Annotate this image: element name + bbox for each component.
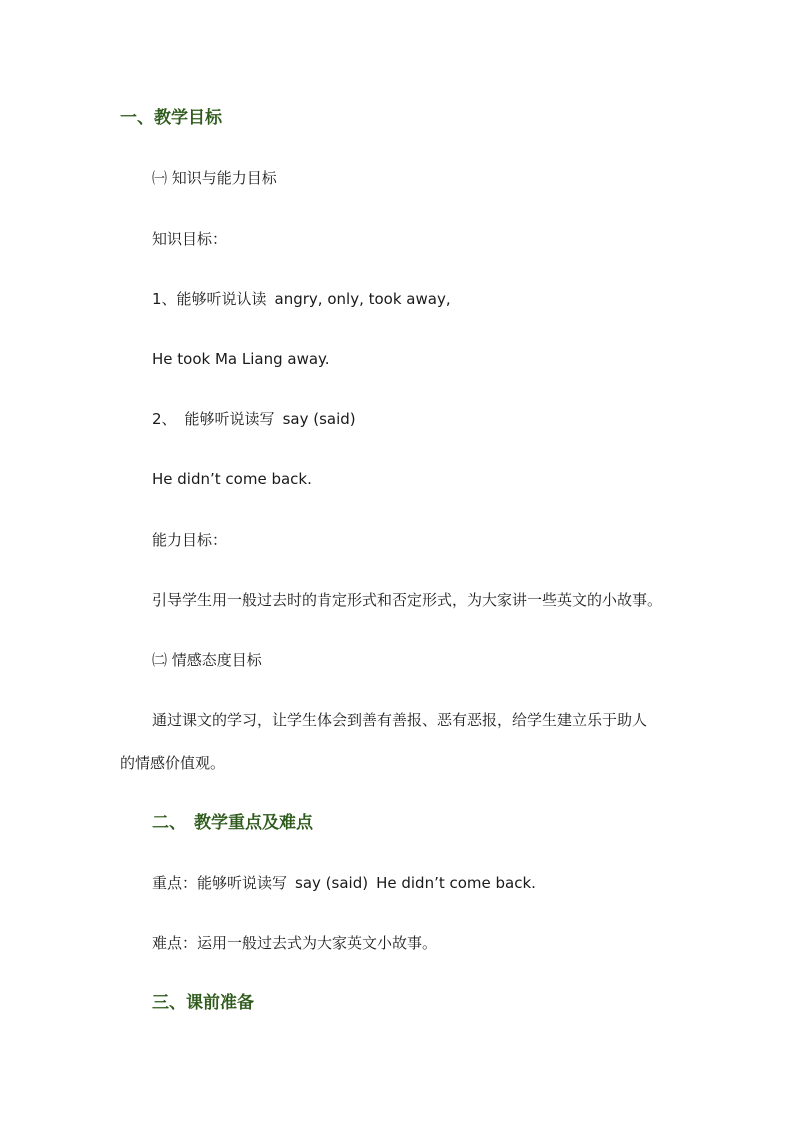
knowledge-item-2-sentence: He didn’t come back. [152, 470, 312, 488]
knowledge-item-2-en: say (said) [282, 410, 356, 428]
emotion-text-line-1: 通过课文的学习，让学生体会到善有善报、恶有恶报，给学生建立乐于助人 [152, 711, 648, 729]
knowledge-item-1-sentence: He took Ma Liang away. [152, 350, 330, 368]
knowledge-item-2-num: 2、 [152, 410, 177, 428]
key-point-en: say (said) [295, 874, 369, 892]
key-point-line [152, 873, 536, 893]
key-point-sentence: He didn’t come back. [376, 874, 536, 892]
subheading-knowledge-ability: ㈠ 知识与能力目标 [152, 169, 277, 187]
knowledge-item-2-cn: 能够听说读写 [184, 410, 275, 428]
subheading-emotion-attitude: ㈡ 情感态度目标 [152, 651, 262, 669]
knowledge-item-1-en: angry, only, took away, [274, 290, 451, 308]
knowledge-goal-label: 知识目标： [152, 230, 228, 248]
heading-preparation: 三、课前准备 [152, 993, 254, 1013]
knowledge-item-1 [152, 289, 451, 309]
heading-2-text: 教学重点及难点 [194, 813, 313, 833]
heading-key-difficult-points [152, 813, 313, 833]
knowledge-item-2 [152, 409, 356, 429]
emotion-text-line-2: 的情感价值观。 [120, 754, 226, 772]
knowledge-item-1-cn: 1、能够听说认读 [152, 290, 267, 308]
heading-teaching-goals: 一、教学目标 [120, 108, 222, 128]
ability-goal-text: 引导学生用一般过去时的肯定形式和否定形式，为大家讲一些英文的小故事。 [152, 591, 663, 609]
heading-2-num: 二、 [152, 813, 186, 833]
difficult-point-line: 难点：运用一般过去式为大家英文小故事。 [152, 934, 438, 952]
ability-goal-label: 能力目标： [152, 531, 228, 549]
key-point-cn: 重点：能够听说读写 [152, 874, 288, 892]
